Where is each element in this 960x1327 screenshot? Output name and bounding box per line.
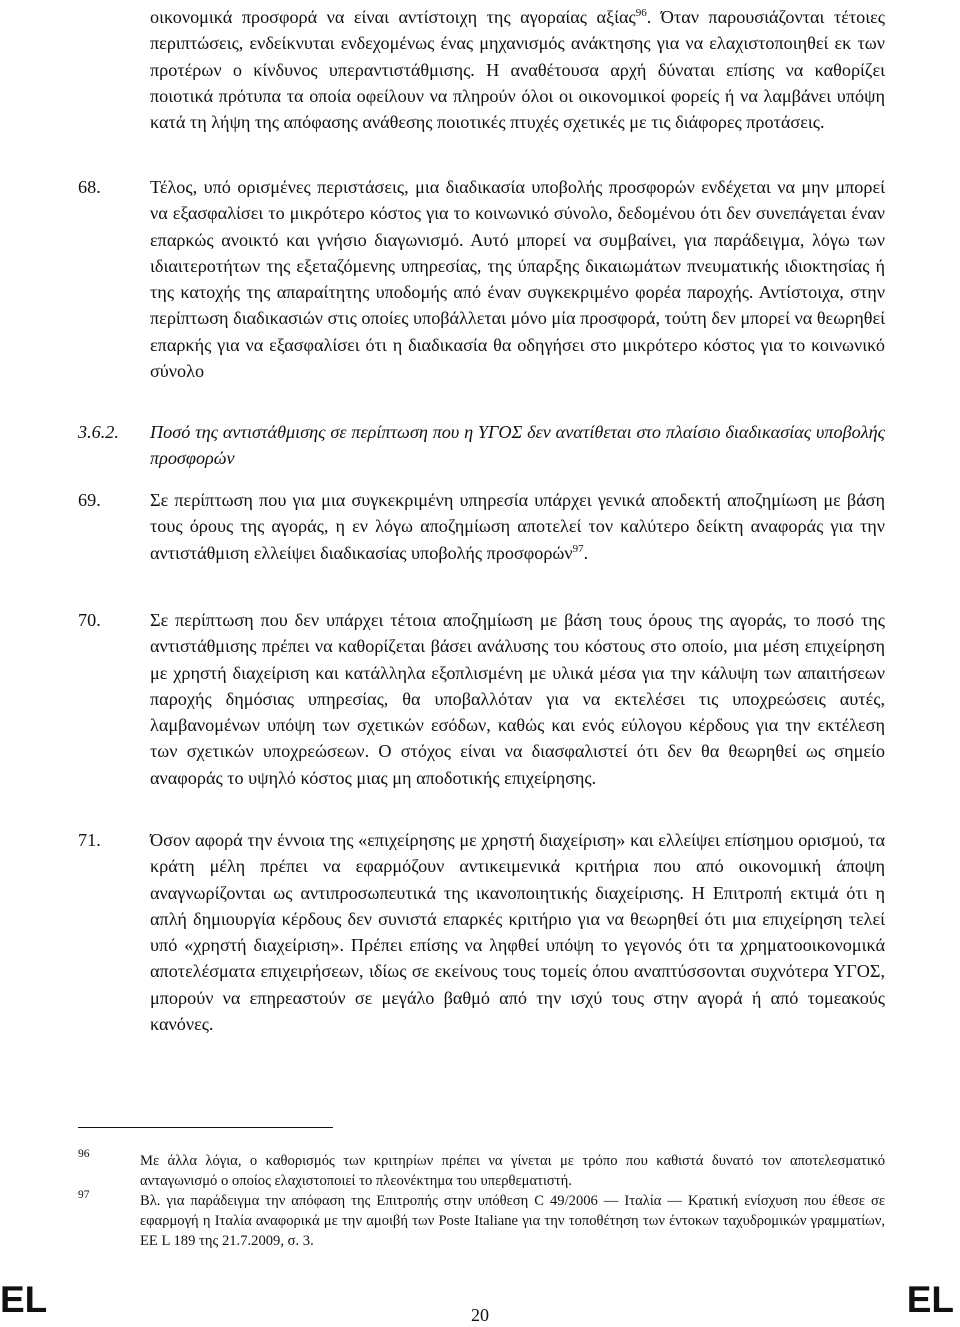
paragraph-71: Όσον αφορά την έννοια της «επιχείρησης με χρηστή διαχείριση» και ελλείψει επίσημου ορισμού, τα κράτη μέλη πρέπει να εφαρμόζουν αντικειμενικά κριτήρια που από οικονομική άποψη αναγνωρίζονται ως αντιπροσωπευτικά της ικανοποιητικής διαχείρισης. Η Επιτροπή εκτιμά ότι η απλή δημιουργία κέρδους δεν συνιστά επαρκές κριτήριο για να θεωρηθεί ότι μια επιχείρηση τελεί υπό «χρηστή διαχείριση». Πρέπει επίσης να ληφθεί υπόψη το γεγονός ότι τα χρηματοοικονομικά αποτελέσματα επιχειρήσεων, ιδίως σε εκείνους τους τομείς όπου αναπτύσσονται συχνότερα ΥΓΟΣ, μπορούν να επηρεαστούν σε μεγάλο βαθμό από την ισχύ τους στην αγορά ή από τομεακούς κανόνες. — [150, 830, 885, 1035]
page-number: 20 — [471, 1305, 489, 1325]
paragraph-number-69: 69. — [78, 490, 101, 510]
paragraph-tail: . — [583, 542, 589, 563]
footnote-number: 96 — [78, 1148, 90, 1160]
paragraph-number-71: 71. — [78, 830, 101, 850]
paragraph-68: Τέλος, υπό ορισμένες περιστάσεις, μια διαδικασία υποβολής προσφορών ενδέχεται να μην μπορεί να εξασφαλίσει το μικρότερο κόστος για το κοινωνικό σύνολο, δεδομένου ότι δεν συνεπάγεται έναν επαρκώς ανοικτό και γνήσιο διαγωνισμό. Αυτό μπορεί να συμβαίνει, για παράδειγμα, λόγω των ιδιαιτεροτήτων της εξεταζόμενης υπηρεσίας, της ύπαρξης δικαιωμάτων πνευματικής ιδιοκτησίας ή της κατοχής της απαραίτητης υποδομής από έναν συγκεκριμένο φορέα παροχής. Αντίστοιχα, στην περίπτωση διαδικασιών στις οποίες υποβάλλεται μόνο μία προσφορά, τούτη δεν μπορεί να θεωρηθεί επαρκής για να εξασφαλίσει ότι η διαδικασία θα οδηγήσει στο μικρότερο κόστος για το κοινωνικό σύνολο — [150, 177, 885, 382]
paragraph-number-68: 68. — [78, 177, 101, 197]
footnote-number: 97 — [78, 1189, 90, 1201]
paragraph-70: Σε περίπτωση που δεν υπάρχει τέτοια αποζημίωση με βάση τους όρους της αγοράς, το ποσό της αντιστάθμισης πρέπει να καθορίζεται βάσει ανάλυσης του κόστους στο οποίο, μια μέση επιχείρηση με χρηστή διαχείριση και κατάλληλα εξοπλισμένη με υλικά μέσα για την κάλυψη των απαιτήσεων παροχής δημόσιας υπηρεσίας, θα υποβαλλόταν για να εκτελέσει τις υποχρεώσεις αυτές, λαμβανομένων υπόψη των σχετικών εσόδων, καθώς και ενός εύλογου κέρδους για την εκτέλεση των σχετικών υποχρεώσεων. Ο στόχος είναι να διασφαλιστεί ότι δεν θα θεωρηθεί ως σημείο αναφοράς το υψηλό κόστος μιας μη αποδοτικής επιχείρησης. — [150, 610, 885, 788]
language-code-right: EL — [906, 1279, 954, 1320]
footnote-ref-96[interactable]: 96 — [635, 7, 647, 19]
footnote-ref-97[interactable]: 97 — [572, 542, 584, 555]
paragraph-text: οικονομικά προσφορά να είναι αντίστοιχη της αγοραίας αξίας — [150, 7, 636, 27]
paragraph-69 — [150, 487, 885, 566]
paragraph-text: . Όταν παρουσιάζονται τέτοιες περιπτώσεις, ενδείκνυται ενδεχομένως ένας μηχανισμός ανάκτησης για να ελαχιστοποιηθεί εκ των προτέρων ο κίνδυνος υπεραντιστάθμισης. Η αναθέτουσα αρχή δύναται επίσης να καθορίζει ποιοτικά πρότυπα τα οποία οφείλουν να πληρούν όλοι οι οικονομικοί φορείς ή να λαμβάνει υπόψη κατά τη λήψη της απόφασης ανάθεσης ποιοτικές πτυχές σχετικές με τις διάφορες προτάσεις. — [150, 7, 885, 133]
footnote-separator — [78, 1127, 333, 1128]
language-code-left: EL — [0, 1279, 48, 1320]
section-title: Ποσό της αντιστάθμισης σε περίπτωση που η ΥΓΟΣ δεν ανατίθεται στο πλαίσιο διαδικασίας υποβολής προσφορών — [150, 422, 885, 469]
footnote-97-text: Βλ. για παράδειγμα την απόφαση της Επιτροπής στην υπόθεση C 49/2006 — Ιταλία — Κρατική ενίσχυση που έθεσε σε εφαρμογή η Ιταλία αναφορικά με την αμοιβή των Poste Italiane για την τοποθέτηση των έντοκων ταχυδρομικών γραμματίων, ΕΕ L 189 της 21.7.2009, σ. 3. — [140, 1193, 885, 1249]
section-number: 3.6.2. — [78, 422, 119, 442]
paragraph-number-70: 70. — [78, 610, 101, 630]
paragraph-67-continuation — [150, 4, 885, 135]
footnote-96-text: Με άλλα λόγια, ο καθορισμός των κριτηρίων πρέπει να γίνεται με τρόπο που καθιστά δυνατό τον αποτελεσματικό ανταγωνισμό ο οποίος ελαχιστοποιεί το πλεονέκτημα του υπερθεματιστή. — [140, 1153, 885, 1189]
paragraph-text: Σε περίπτωση που για μια συγκεκριμένη υπηρεσία υπάρχει γενικά αποδεκτή αποζημίωση με βάση τους όρους της αγοράς, η εν λόγω αποζημίωση αποτελεί τον καλύτερο δείκτη αναφοράς για την αντιστάθμιση ελλείψει διαδικασίας υποβολής προσφορών — [150, 490, 885, 563]
